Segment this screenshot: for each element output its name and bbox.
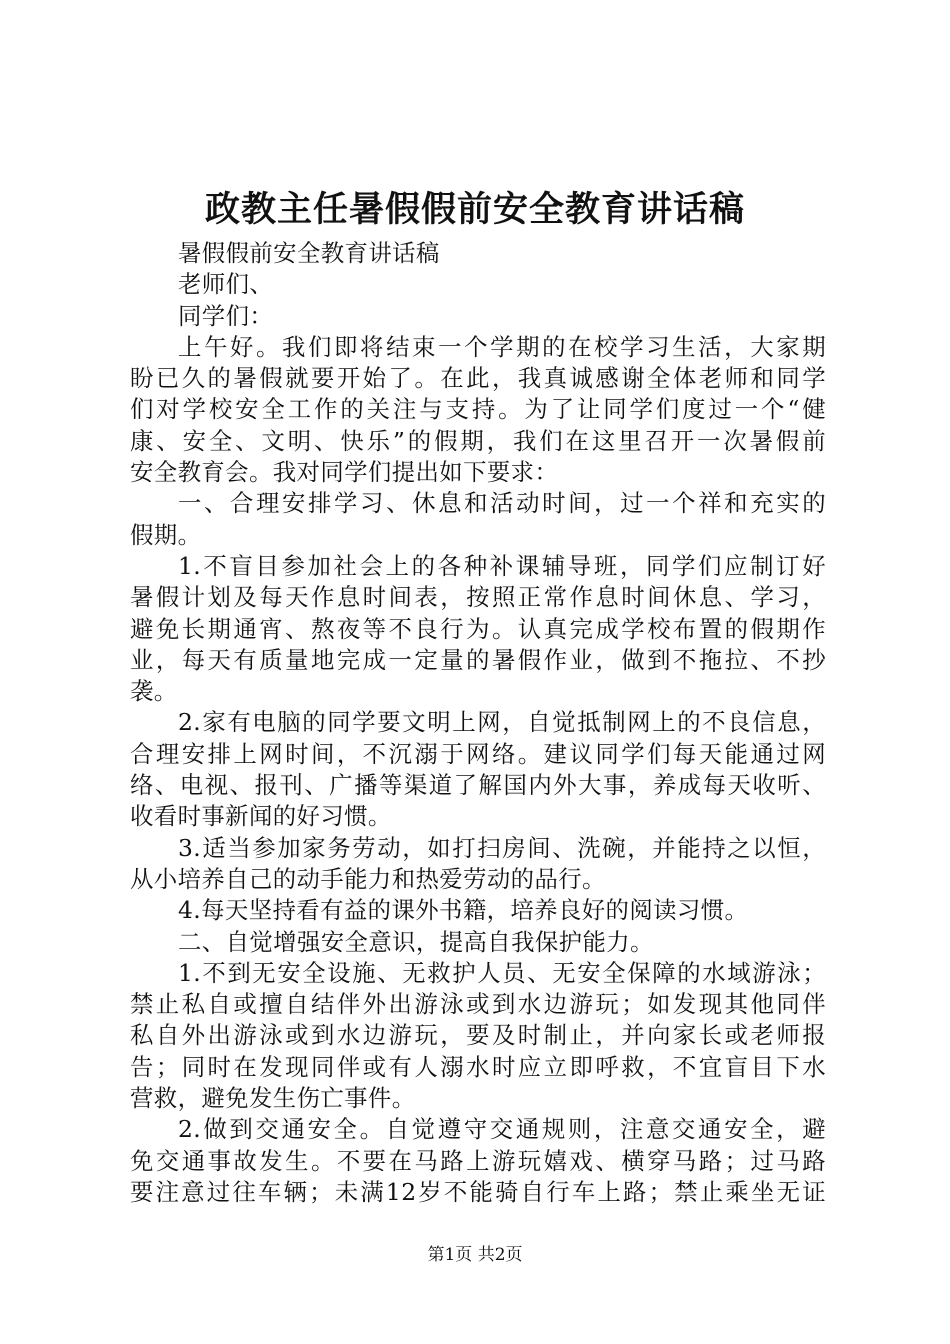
- body-line: 业，每天有质量地完成一定量的暑假作业，做到不拖拉、不抄: [130, 645, 826, 674]
- body-line: 2.做到交通安全。自觉遵守交通规则，注意交通安全，避: [178, 1115, 826, 1144]
- body-line: 避免长期通宵、熬夜等不良行为。认真完成学校布置的假期作: [130, 614, 826, 643]
- body-line: 1.不到无安全设施、无救护人员、无安全保障的水域游泳；: [178, 958, 826, 987]
- body-line: 要注意过往车辆；未满12岁不能骑自行车上路；禁止乘坐无证: [130, 1177, 826, 1206]
- body-line: 袭。: [130, 677, 178, 706]
- body-line: 收看时事新闻的好习惯。: [130, 802, 392, 831]
- body-line: 禁止私自或擅自结伴外出游泳或到水边游玩；如发现其他同伴: [130, 990, 826, 1019]
- body-line: 2.家有电脑的同学要文明上网，自觉抵制网上的不良信息，: [178, 708, 826, 737]
- body-line: 二、自觉增强安全意识，提高自我保护能力。: [178, 927, 654, 956]
- body-line: 免交通事故发生。不要在马路上游玩嬉戏、横穿马路；过马路: [130, 1146, 826, 1175]
- document-title: 政教主任暑假假前安全教育讲话稿: [204, 189, 745, 230]
- body-line: 告；同时在发现同伴或有人溺水时应立即呼救，不宜盲目下水: [130, 1052, 826, 1081]
- body-line: 盼已久的暑假就要开始了。在此，我真诚感谢全体老师和同学: [130, 364, 826, 393]
- body-line: 假期。: [130, 520, 202, 549]
- body-line: 同学们：: [178, 301, 274, 330]
- document-body: [130, 238, 826, 1208]
- body-line: 上午好。我们即将结束一个学期的在校学习生活，大家期: [178, 332, 826, 361]
- body-line: 安全教育会。我对同学们提出如下要求：: [130, 458, 559, 487]
- body-line: 一、合理安排学习、休息和活动时间，过一个祥和充实的: [178, 489, 826, 518]
- body-line: 们对学校安全工作的关注与支持。为了让同学们度过一个“健: [130, 395, 826, 424]
- body-line: 1.不盲目参加社会上的各种补课辅导班，同学们应制订好: [178, 551, 826, 580]
- body-line: 合理安排上网时间，不沉溺于网络。建议同学们每天能通过网: [130, 739, 826, 768]
- body-line: 康、安全、文明、快乐”的假期，我们在这里召开一次暑假前: [130, 426, 826, 455]
- body-line: 暑假计划及每天作息时间表，按照正常作息时间休息、学习，: [130, 583, 826, 612]
- body-line: 络、电视、报刊、广播等渠道了解国内外大事，养成每天收听、: [130, 771, 826, 800]
- body-line: 老师们、: [178, 270, 274, 299]
- body-line: 3.适当参加家务劳动，如打扫房间、洗碗，并能持之以恒，: [178, 833, 826, 862]
- body-line: 4.每天坚持看有益的课外书籍，培养良好的阅读习惯。: [178, 896, 749, 925]
- page-number-footer: 第1页 共2页: [427, 1245, 523, 1265]
- body-line: 从小培养自己的动手能力和热爱劳动的品行。: [130, 864, 606, 893]
- body-line: 暑假假前安全教育讲话稿: [178, 239, 440, 267]
- body-line: 营救，避免发生伤亡事件。: [130, 1084, 416, 1113]
- body-line: 私自外出游泳或到水边游玩，要及时制止，并向家长或老师报: [130, 1021, 826, 1050]
